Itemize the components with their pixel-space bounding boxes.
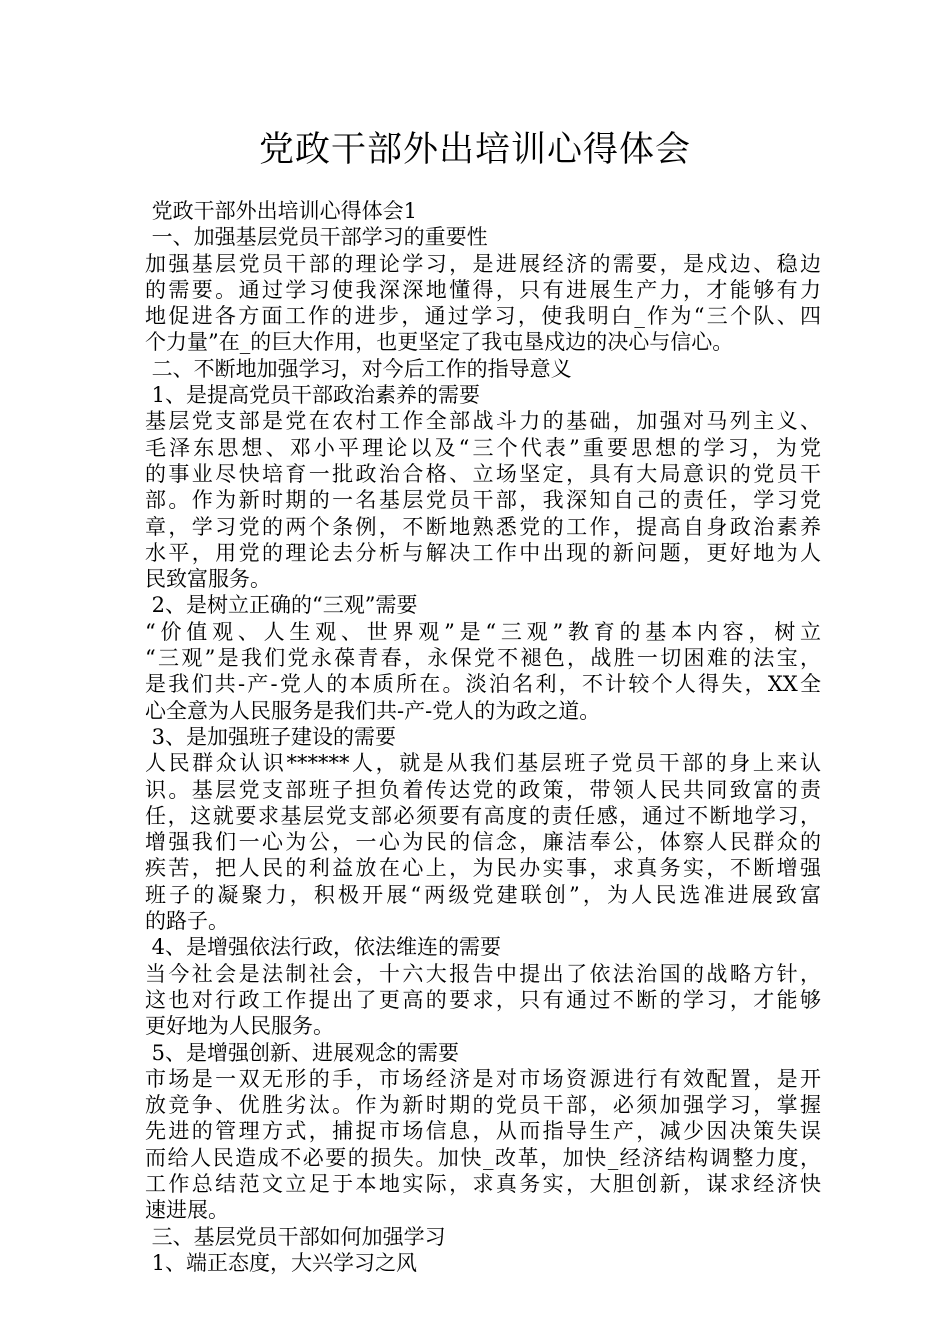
text-line: 放竞争、优胜劣汰。作为新时期的党员干部，必须加强学习，掌握: [145, 1093, 821, 1118]
text-line: 先进的管理方式，捕捉市场信息，从而指导生产，减少因决策失误: [145, 1119, 821, 1144]
text-line: “价值观、人生观、世界观”是“三观”教育的基本内容，树立: [145, 619, 821, 644]
text-line: 水平，用党的理论去分析与解决工作中出现的新问题，更好地为人: [145, 540, 821, 565]
text-line: 的事业尽快培育一批政治合格、立场坚定，具有大局意识的党员干: [145, 461, 821, 486]
text-line: 一、加强基层党员干部学习的重要性: [145, 225, 488, 250]
text-line: 人民群众认识******人，就是从我们基层班子党员干部的身上来认: [145, 751, 821, 776]
text-line: 部。作为新时期的一名基层党员干部，我深知自己的责任，学习党: [145, 488, 821, 513]
text-line: 2、是树立正确的“三观”需要: [145, 593, 418, 618]
text-line: 章，学习党的两个条例，不断地熟悉党的工作，提高自身政治素养: [145, 514, 821, 539]
text-line: 而给人民造成不必要的损失。加快_改革，加快_经济结构调整力度，: [145, 1145, 821, 1170]
text-line: 三、基层党员干部如何加强学习: [145, 1224, 446, 1249]
text-line: 基层党支部是党在农村工作全部战斗力的基础，加强对马列主义、: [145, 409, 821, 434]
text-line: 是我们共-产-党人的本质所在。淡泊名利，不计较个人得失，XX全: [145, 672, 821, 697]
text-line: 个力量”在_的巨大作用，也更坚定了我屯垦戍边的决心与信心。: [145, 330, 734, 355]
document-body: [145, 198, 821, 1276]
text-line: 加强基层党员干部的理论学习，是进展经济的需要，是戍边、稳边: [145, 251, 821, 276]
text-line: 增强我们一心为公，一心为民的信念，廉洁奉公，体察人民群众的: [145, 830, 821, 855]
text-line: 班子的凝聚力，积极开展“两级党建联创”，为人民选准进展致富: [145, 882, 821, 907]
text-line: 民致富服务。: [145, 567, 271, 592]
text-line: 4、是增强依法行政，依法维连的需要: [145, 935, 502, 960]
text-line: 市场是一双无形的手，市场经济是对市场资源进行有效配置，是开: [145, 1066, 821, 1091]
text-line: 5、是增强创新、进展观念的需要: [145, 1040, 460, 1065]
text-line: 速进展。: [145, 1198, 229, 1223]
text-line: 心全意为人民服务是我们共-产-党人的为政之道。: [145, 698, 601, 723]
text-line: 的路子。: [145, 909, 229, 934]
text-line: 工作总结范文立足于本地实际，求真务实，大胆创新，谋求经济快: [145, 1171, 821, 1196]
text-line: 更好地为人民服务。: [145, 1014, 334, 1039]
text-line: 当今社会是法制社会，十六大报告中提出了依法治国的战略方针，: [145, 961, 821, 986]
page-title: 党政干部外出培训心得体会: [258, 130, 691, 170]
text-line: 地促进各方面工作的进步，通过学习，使我明白_作为“三个队、四: [145, 304, 821, 329]
text-line: 二、不断地加强学习，对今后工作的指导意义: [145, 356, 572, 381]
text-line: 毛泽东思想、邓小平理论以及“三个代表”重要思想的学习，为党: [145, 435, 821, 460]
text-line: 1、端正态度，大兴学习之风: [145, 1250, 418, 1275]
text-line: 党政干部外出培训心得体会1: [145, 199, 418, 223]
text-line: 疾苦，把人民的利益放在心上，为民办实事，求真务实，不断增强: [145, 856, 821, 881]
text-line: 1、是提高党员干部政治素养的需要: [145, 383, 481, 408]
text-line: 这也对行政工作提出了更高的要求，只有通过不断的学习，才能够: [145, 987, 821, 1012]
text-line: 任，这就要求基层党支部必须要有高度的责任感，通过不断地学习，: [145, 803, 821, 828]
text-line: 识。基层党支部班子担负着传达党的政策，带领人民共同致富的责: [145, 777, 821, 802]
text-line: 3、是加强班子建设的需要: [145, 724, 397, 749]
text-line: “三观”是我们党永葆青春，永保党不褪色，战胜一切困难的法宝，: [145, 646, 821, 671]
text-line: 的需要。通过学习使我深深地懂得，只有进展生产力，才能够有力: [145, 277, 821, 302]
